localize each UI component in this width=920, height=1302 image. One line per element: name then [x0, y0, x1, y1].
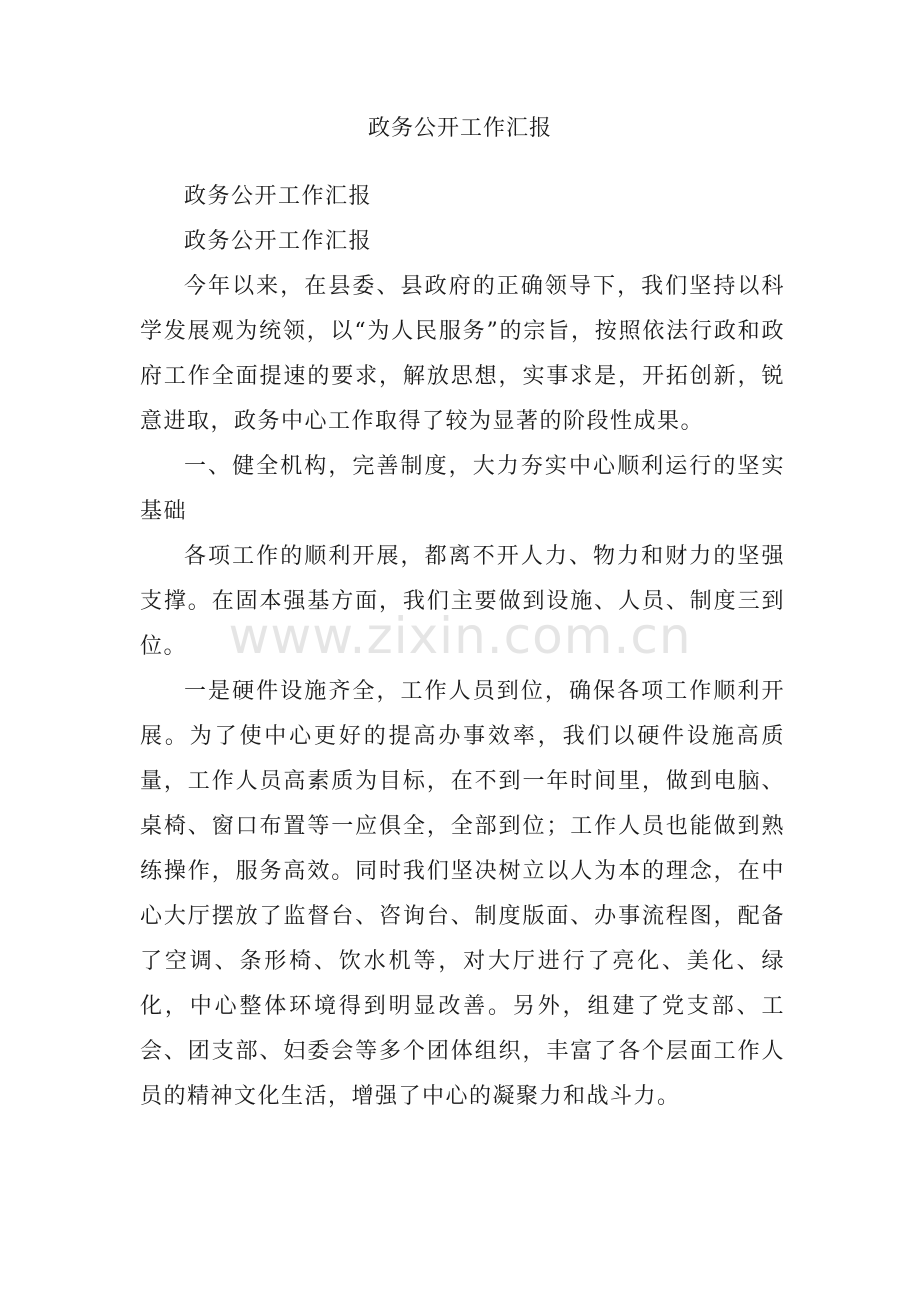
section-heading-1: 一、健全机构，完善制度，大力夯实中心顺利运行的坚实基础 — [140, 454, 785, 524]
paragraph-support: 各项工作的顺利开展，都离不开人力、物力和财力的坚强支撑。在固本强基方面，我们主要做到设施、人员、制度三到位。 — [140, 544, 785, 659]
document-title: 政务公开工作汇报 — [367, 116, 552, 141]
paragraph-subtitle-2: 政务公开工作汇报 — [184, 229, 373, 254]
paragraph-subtitle-1: 政务公开工作汇报 — [184, 184, 373, 209]
paragraph-hardware: 一是硬件设施齐全，工作人员到位，确保各项工作顺利开展。为了使中心更好的提高办事效率，我们以硬件设施高质量，工作人员高素质为目标，在不到一年时间里，做到电脑、桌椅、窗口布置等一应俱全，全部到位；工作人员也能做到熟练操作，服务高效。同时我们坚决树立以人为本的理念，在中心大厅摆放了监督台、咨询台、制度版面、办事流程图，配备了空调、条形椅、饮水机等，对大厅进行了亮化、美化、绿化，中心整体环境得到明显改善。另外，组建了党支部、工会、团支部、妇委会等多个团体组织，丰富了各个层面工作人员的精神文化生活，增强了中心的凝聚力和战斗力。 — [140, 679, 785, 1109]
watermark: www.zixin.com.cn — [228, 607, 692, 665]
document-body — [140, 174, 785, 1119]
paragraph-intro: 今年以来，在县委、县政府的正确领导下，我们坚持以科学发展观为统领，以“为人民服务”的宗旨，按照依法行政和政府工作全面提速的要求，解放思想，实事求是，开拓创新，锐意进取，政务中心工作取得了较为显著的阶段性成果。 — [140, 274, 785, 434]
